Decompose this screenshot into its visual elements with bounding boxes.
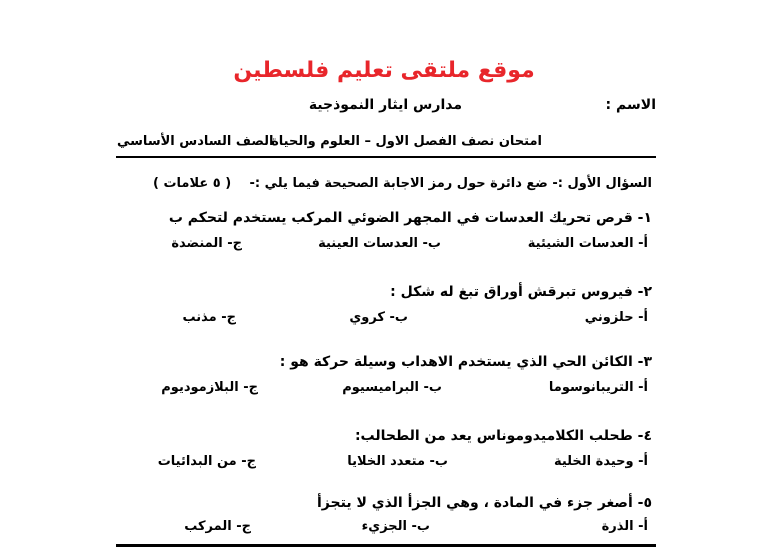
- section-marks: ( ٥ علامات ): [153, 176, 232, 191]
- question-number: ٣-: [637, 354, 652, 370]
- site-title: موقع ملتقى تعليم فلسطين: [233, 58, 535, 83]
- q2-option-c: ج- مذنب: [182, 310, 236, 325]
- school-name: مدارس ايثار النموذجية: [308, 97, 462, 113]
- q5-option-a: أ- الذرة: [601, 519, 648, 534]
- q4-option-b: ب- متعدد الخلايا: [347, 454, 448, 469]
- q2-option-a: أ- حلزوني: [584, 310, 648, 325]
- name-label: الاسم :: [605, 97, 656, 113]
- grade-label: الصف السادس الأساسي: [117, 134, 274, 149]
- question-1: [169, 210, 652, 226]
- q5-option-b: ب- الجزيء: [361, 519, 430, 534]
- q5-option-c: ج- المركب: [184, 519, 251, 534]
- q3-option-c: ج- البلازموديوم: [161, 380, 258, 395]
- section-title: السؤال الأول :- ضع دائرة حول رمز الاجابة الصحيحة فيما يلي :-: [249, 176, 652, 191]
- bottom-rule: [116, 544, 656, 547]
- question-text: طحلب الكلاميدوموناس يعد من الطحالب:: [354, 428, 633, 444]
- header-rule: [116, 156, 656, 158]
- q1-option-c: ج- المنضدة: [171, 236, 242, 251]
- question-number: ١-: [637, 210, 652, 226]
- question-3: [280, 354, 652, 370]
- q1-option-a: أ- العدسات الشيئية: [527, 236, 648, 251]
- q2-option-b: ب- كروي: [349, 310, 408, 325]
- question-5: [317, 495, 652, 511]
- question-text: الكائن الحي الذي يستخدم الاهداب وسيلة حركة هو :: [279, 354, 633, 370]
- question-number: ٤-: [637, 428, 652, 444]
- question-text: قرص تحريك العدسات في المجهر الضوئي المركب يستخدم لتحكم ب: [168, 210, 633, 226]
- q4-option-a: أ- وحيدة الخلية: [553, 454, 648, 469]
- q3-option-a: أ- التريبانوسوما: [548, 380, 648, 395]
- q3-option-b: ب- البراميسيوم: [342, 380, 442, 395]
- question-number: ٥-: [637, 495, 652, 511]
- question-text: أصغر جزء في المادة ، وهي الجزأ الذي لا يتجزأ: [317, 495, 633, 511]
- question-number: ٢-: [637, 284, 652, 300]
- q4-option-c: ج- من البدائيات: [157, 454, 256, 469]
- question-4: [355, 428, 652, 444]
- exam-title: امتحان نصف الفصل الاول – العلوم والحياة: [271, 134, 542, 149]
- question-2: [390, 284, 652, 300]
- q1-option-b: ب- العدسات العينية: [318, 236, 441, 251]
- question-text: فيروس تبرقش أوراق تبغ له شكل :: [390, 284, 633, 300]
